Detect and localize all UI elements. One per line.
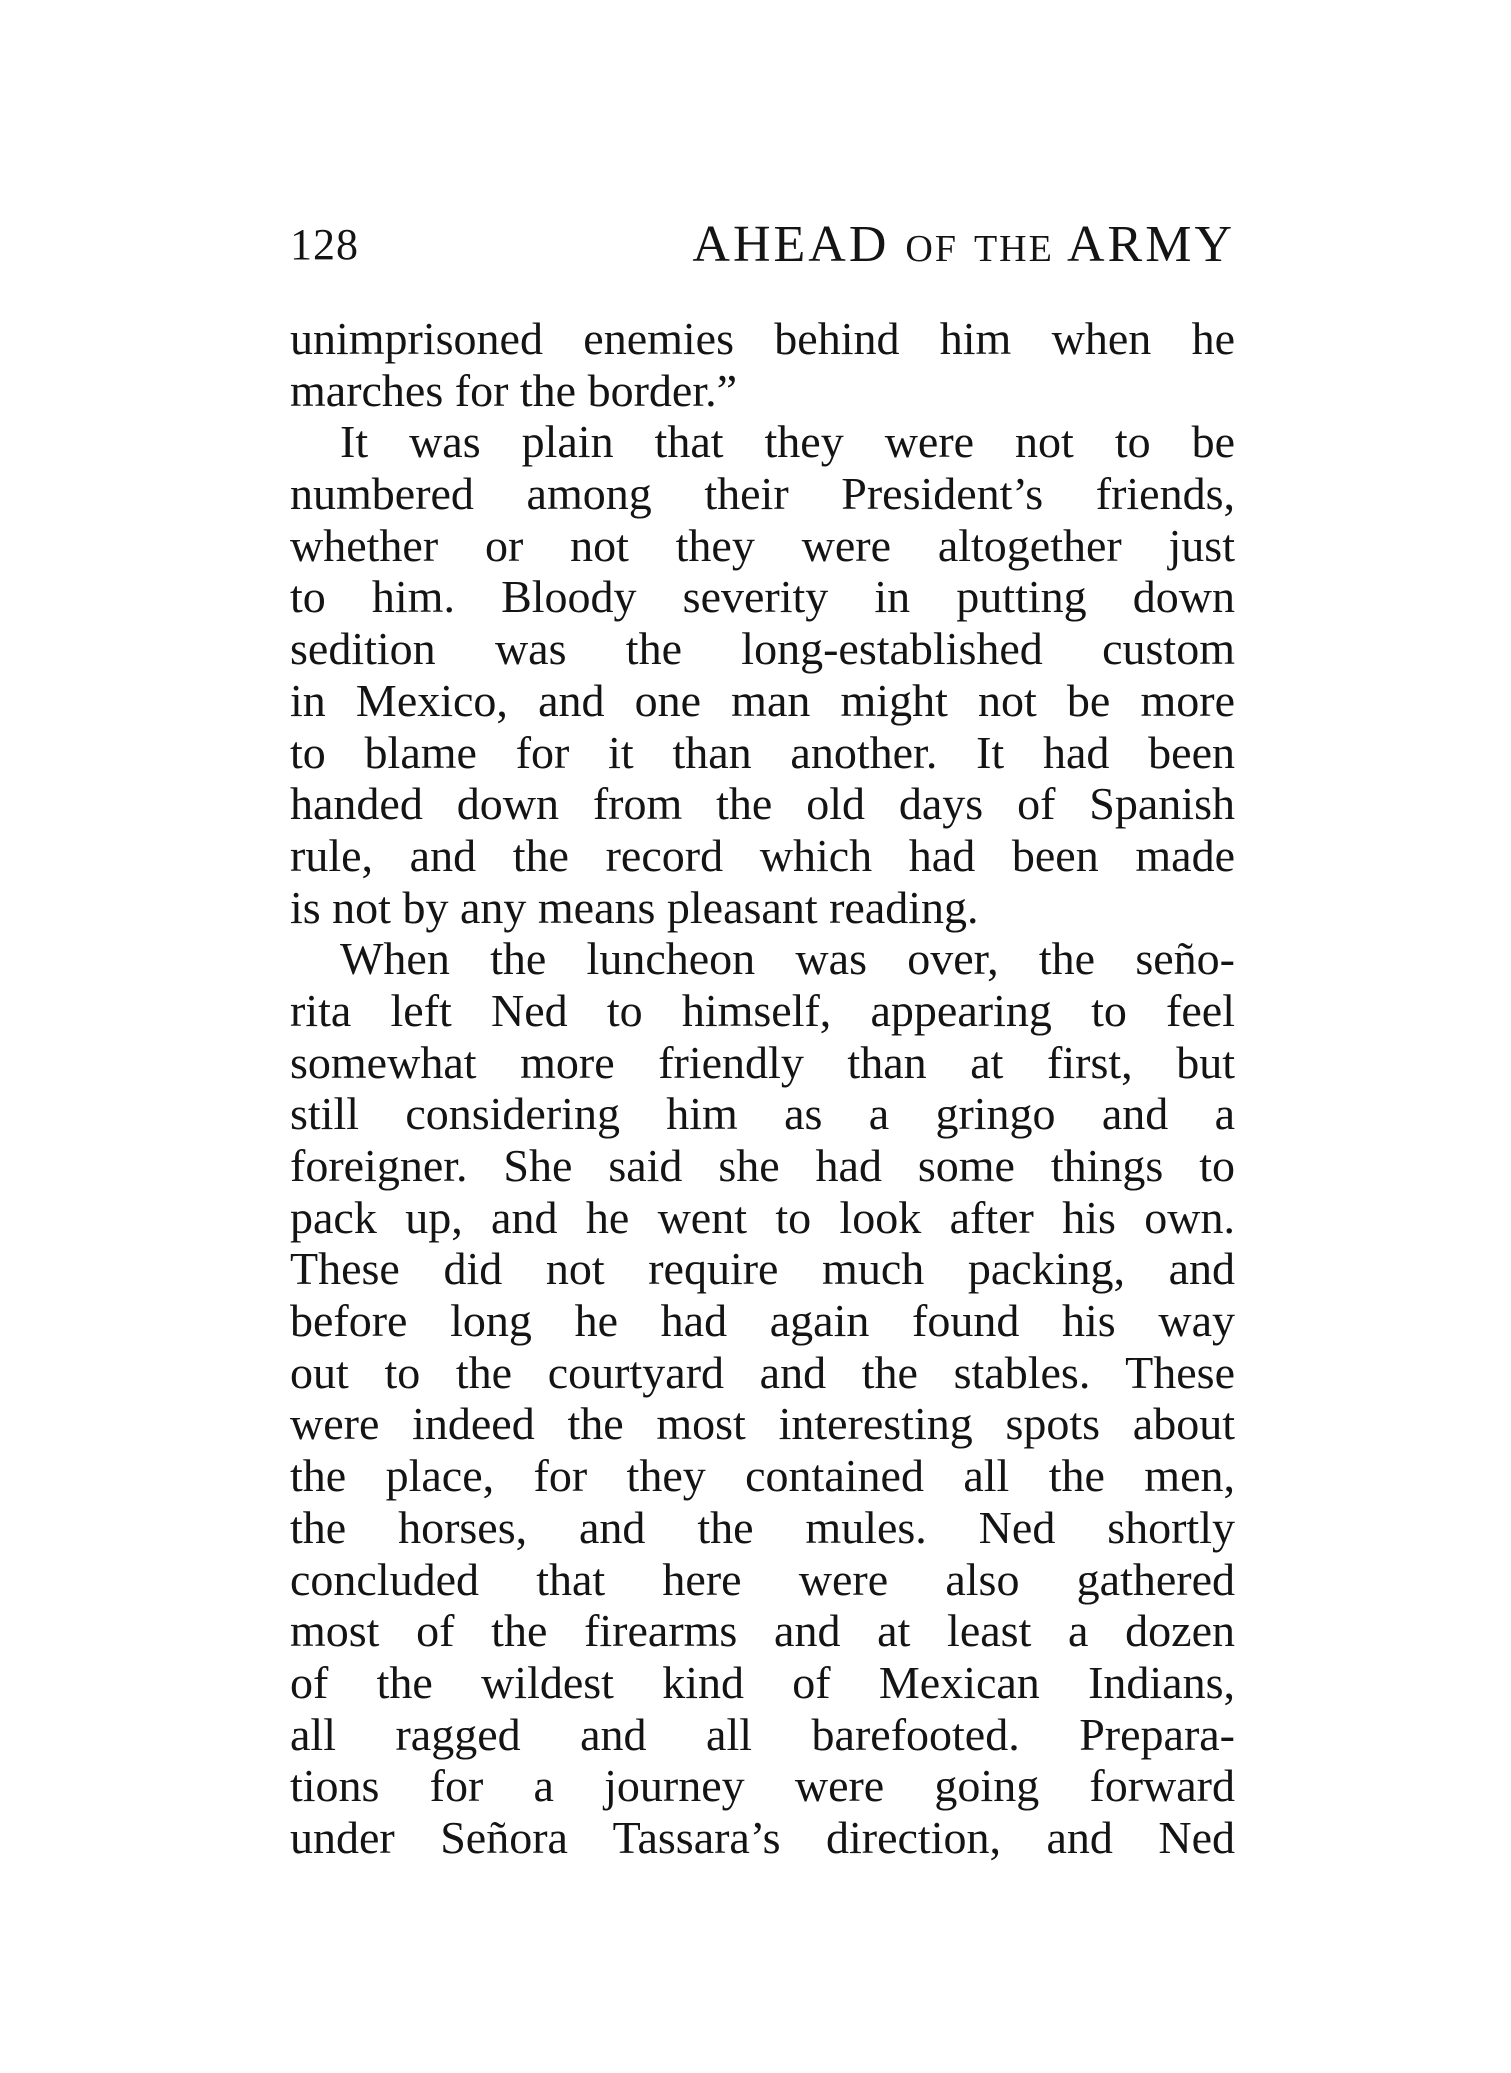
text-line: whether or not they were altogether just [290, 519, 1235, 571]
text-line: under Señora Tassara’s direction, and Ned [290, 1811, 1235, 1863]
running-head [290, 215, 1235, 277]
text-line: to blame for it than another. It had been [290, 726, 1235, 778]
text-line: still considering him as a gringo and a [290, 1088, 1235, 1140]
text-line: These did not require much packing, and [290, 1243, 1235, 1295]
text-line: When the luncheon was over, the seño- [340, 933, 1235, 985]
text-line: to him. Bloody severity in putting down [290, 571, 1235, 623]
text-line: handed down from the old days of Spanish [290, 778, 1235, 830]
body-text [290, 313, 1235, 1864]
running-title-word-4: ARMY [1066, 216, 1235, 273]
text-line: unimprisoned enemies behind him when he [290, 313, 1235, 364]
running-title-word-2: OF [905, 228, 958, 270]
running-title-word-1: AHEAD [692, 216, 890, 273]
page-number: 128 [290, 220, 359, 269]
text-line: foreigner. She said she had some things to [290, 1140, 1235, 1191]
text-line: marches for the border.” [290, 364, 738, 416]
text-line: most of the firearms and at least a dozen [290, 1605, 1235, 1657]
text-line: rule, and the record which had been made [290, 829, 1235, 881]
text-line: tions for a journey were going forward [290, 1760, 1235, 1812]
text-line: the horses, and the mules. Ned shortly [290, 1501, 1235, 1553]
text-line: were indeed the most interesting spots about [290, 1398, 1235, 1450]
text-line: concluded that here were also gathered [290, 1553, 1235, 1605]
running-title-word-3: THE [973, 228, 1054, 270]
text-line: rita left Ned to himself, appearing to feel [290, 984, 1235, 1036]
text-line: sedition was the long-established custom [290, 623, 1235, 675]
text-line: before long he had again found his way [290, 1295, 1235, 1347]
text-line: is not by any means pleasant reading. [290, 881, 979, 933]
text-line: out to the courtyard and the stables. These [290, 1346, 1235, 1398]
text-line: It was plain that they were not to be [340, 416, 1235, 468]
text-line: of the wildest kind of Mexican Indians, [290, 1656, 1235, 1708]
text-line: numbered among their President’s friends, [290, 468, 1235, 520]
text-line: pack up, and he went to look after his own. [290, 1191, 1235, 1243]
text-line: somewhat more friendly than at first, but [290, 1036, 1235, 1088]
text-line: in Mexico, and one man might not be more [290, 674, 1235, 726]
text-line: the place, for they contained all the men, [290, 1450, 1235, 1502]
text-line: all ragged and all barefooted. Prepara- [290, 1708, 1235, 1760]
running-title [692, 215, 1235, 274]
